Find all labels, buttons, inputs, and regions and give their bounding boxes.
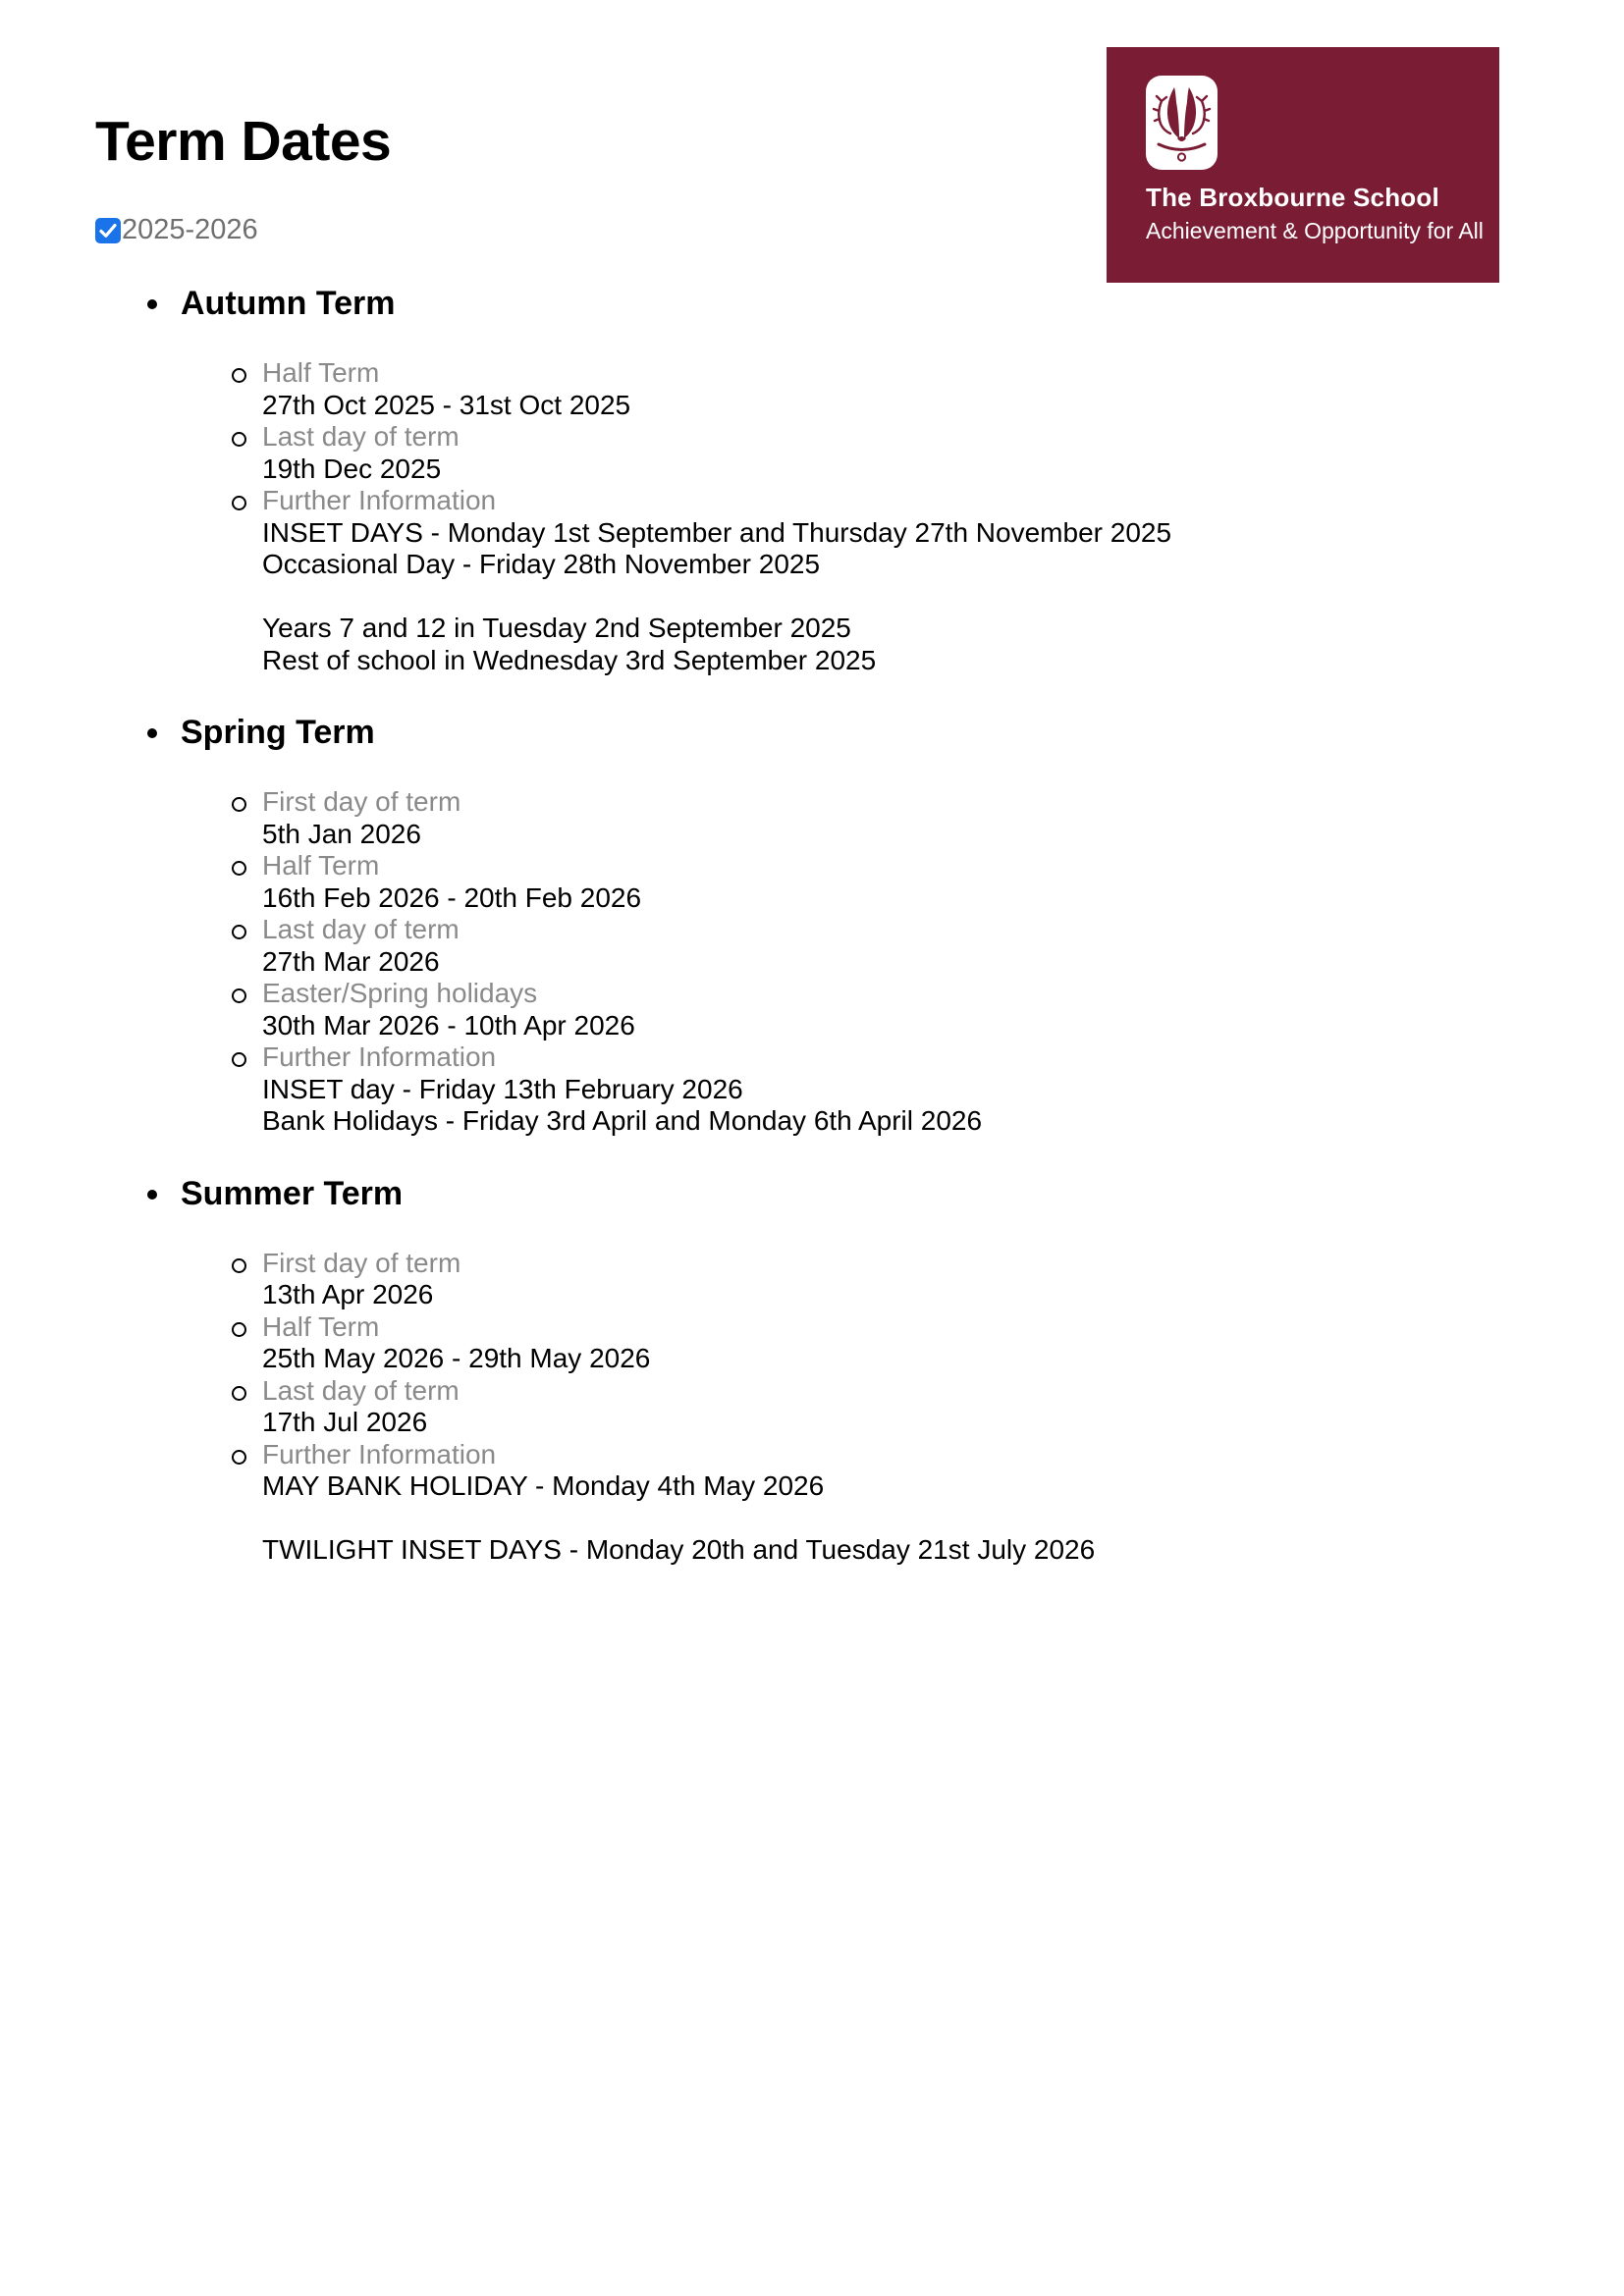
detail-value-line: MAY BANK HOLIDAY - Monday 4th May 2026 xyxy=(262,1470,825,1501)
blank-line xyxy=(262,581,1624,614)
term-heading: Autumn Term xyxy=(181,285,396,322)
detail-value-line: 25th May 2026 - 29th May 2026 xyxy=(262,1343,651,1373)
term-section xyxy=(181,1175,1624,1567)
detail-value-line: 17th Jul 2026 xyxy=(262,1407,428,1437)
term-detail-item xyxy=(262,357,1624,421)
term-detail-item xyxy=(262,1375,1624,1439)
school-logo xyxy=(1107,47,1499,283)
detail-value-line: Bank Holidays - Friday 3rd April and Monday 6th April 2026 xyxy=(262,1105,983,1136)
detail-value-line: 27th Oct 2025 - 31st Oct 2025 xyxy=(262,389,631,420)
term-heading: Summer Term xyxy=(181,1174,404,1212)
detail-value-line: TWILIGHT INSET DAYS - Monday 20th and Tuesday 21st July 2026 xyxy=(262,1534,1096,1565)
school-tagline: Achievement & Opportunity for All xyxy=(1146,218,1484,243)
detail-label: Further Information xyxy=(262,485,1624,517)
term-detail-item xyxy=(262,1248,1624,1311)
page-title: Term Dates xyxy=(95,110,392,173)
term-detail-item xyxy=(262,786,1624,850)
detail-value-line: 13th Apr 2026 xyxy=(262,1279,434,1309)
terms-list xyxy=(95,285,1624,1567)
detail-value-line: Years 7 and 12 in Tuesday 2nd September 2025 xyxy=(262,613,851,643)
detail-label: First day of term xyxy=(262,786,1624,819)
term-detail-item xyxy=(262,914,1624,978)
detail-value-line: Occasional Day - Friday 28th November 2025 xyxy=(262,549,821,579)
term-details-list xyxy=(181,357,1624,676)
detail-label: Last day of term xyxy=(262,1375,1624,1408)
detail-label: Last day of term xyxy=(262,421,1624,454)
detail-label: Further Information xyxy=(262,1439,1624,1471)
term-detail-item xyxy=(262,1311,1624,1375)
term-section xyxy=(181,714,1624,1138)
term-detail-item xyxy=(262,485,1624,676)
term-detail-item xyxy=(262,1041,1624,1138)
detail-value-line: 30th Mar 2026 - 10th Apr 2026 xyxy=(262,1009,635,1041)
detail-label: First day of term xyxy=(262,1248,1624,1280)
blank-line xyxy=(262,1503,1624,1535)
detail-label: Half Term xyxy=(262,357,1624,390)
detail-value-line: INSET DAYS - Monday 1st September and Thursday 27th November 2025 xyxy=(262,516,1172,548)
term-section xyxy=(181,285,1624,676)
term-heading: Spring Term xyxy=(181,714,375,751)
year-label: 2025-2026 xyxy=(122,214,258,245)
detail-label: Half Term xyxy=(262,850,1624,882)
detail-value-line: 16th Feb 2026 - 20th Feb 2026 xyxy=(262,881,642,913)
detail-value-line: 27th Mar 2026 xyxy=(262,945,440,977)
checked-checkbox-icon[interactable] xyxy=(95,218,121,243)
term-detail-item xyxy=(262,421,1624,485)
detail-value-line: Rest of school in Wednesday 3rd September 2025 xyxy=(262,644,877,675)
term-detail-item xyxy=(262,850,1624,914)
detail-value-line: INSET day - Friday 13th February 2026 xyxy=(262,1073,743,1104)
term-detail-item xyxy=(262,1439,1624,1567)
detail-label: Easter/Spring holidays xyxy=(262,978,1624,1010)
term-details-list xyxy=(181,1248,1624,1567)
detail-label: Further Information xyxy=(262,1041,1624,1074)
badger-crest-icon xyxy=(1146,76,1218,170)
detail-value-line: 19th Dec 2025 xyxy=(262,453,442,484)
detail-label: Half Term xyxy=(262,1311,1624,1344)
term-details-list xyxy=(181,786,1624,1138)
school-name: The Broxbourne School xyxy=(1146,183,1439,212)
detail-label: Last day of term xyxy=(262,914,1624,946)
term-detail-item xyxy=(262,978,1624,1041)
detail-value-line: 5th Jan 2026 xyxy=(262,818,421,849)
